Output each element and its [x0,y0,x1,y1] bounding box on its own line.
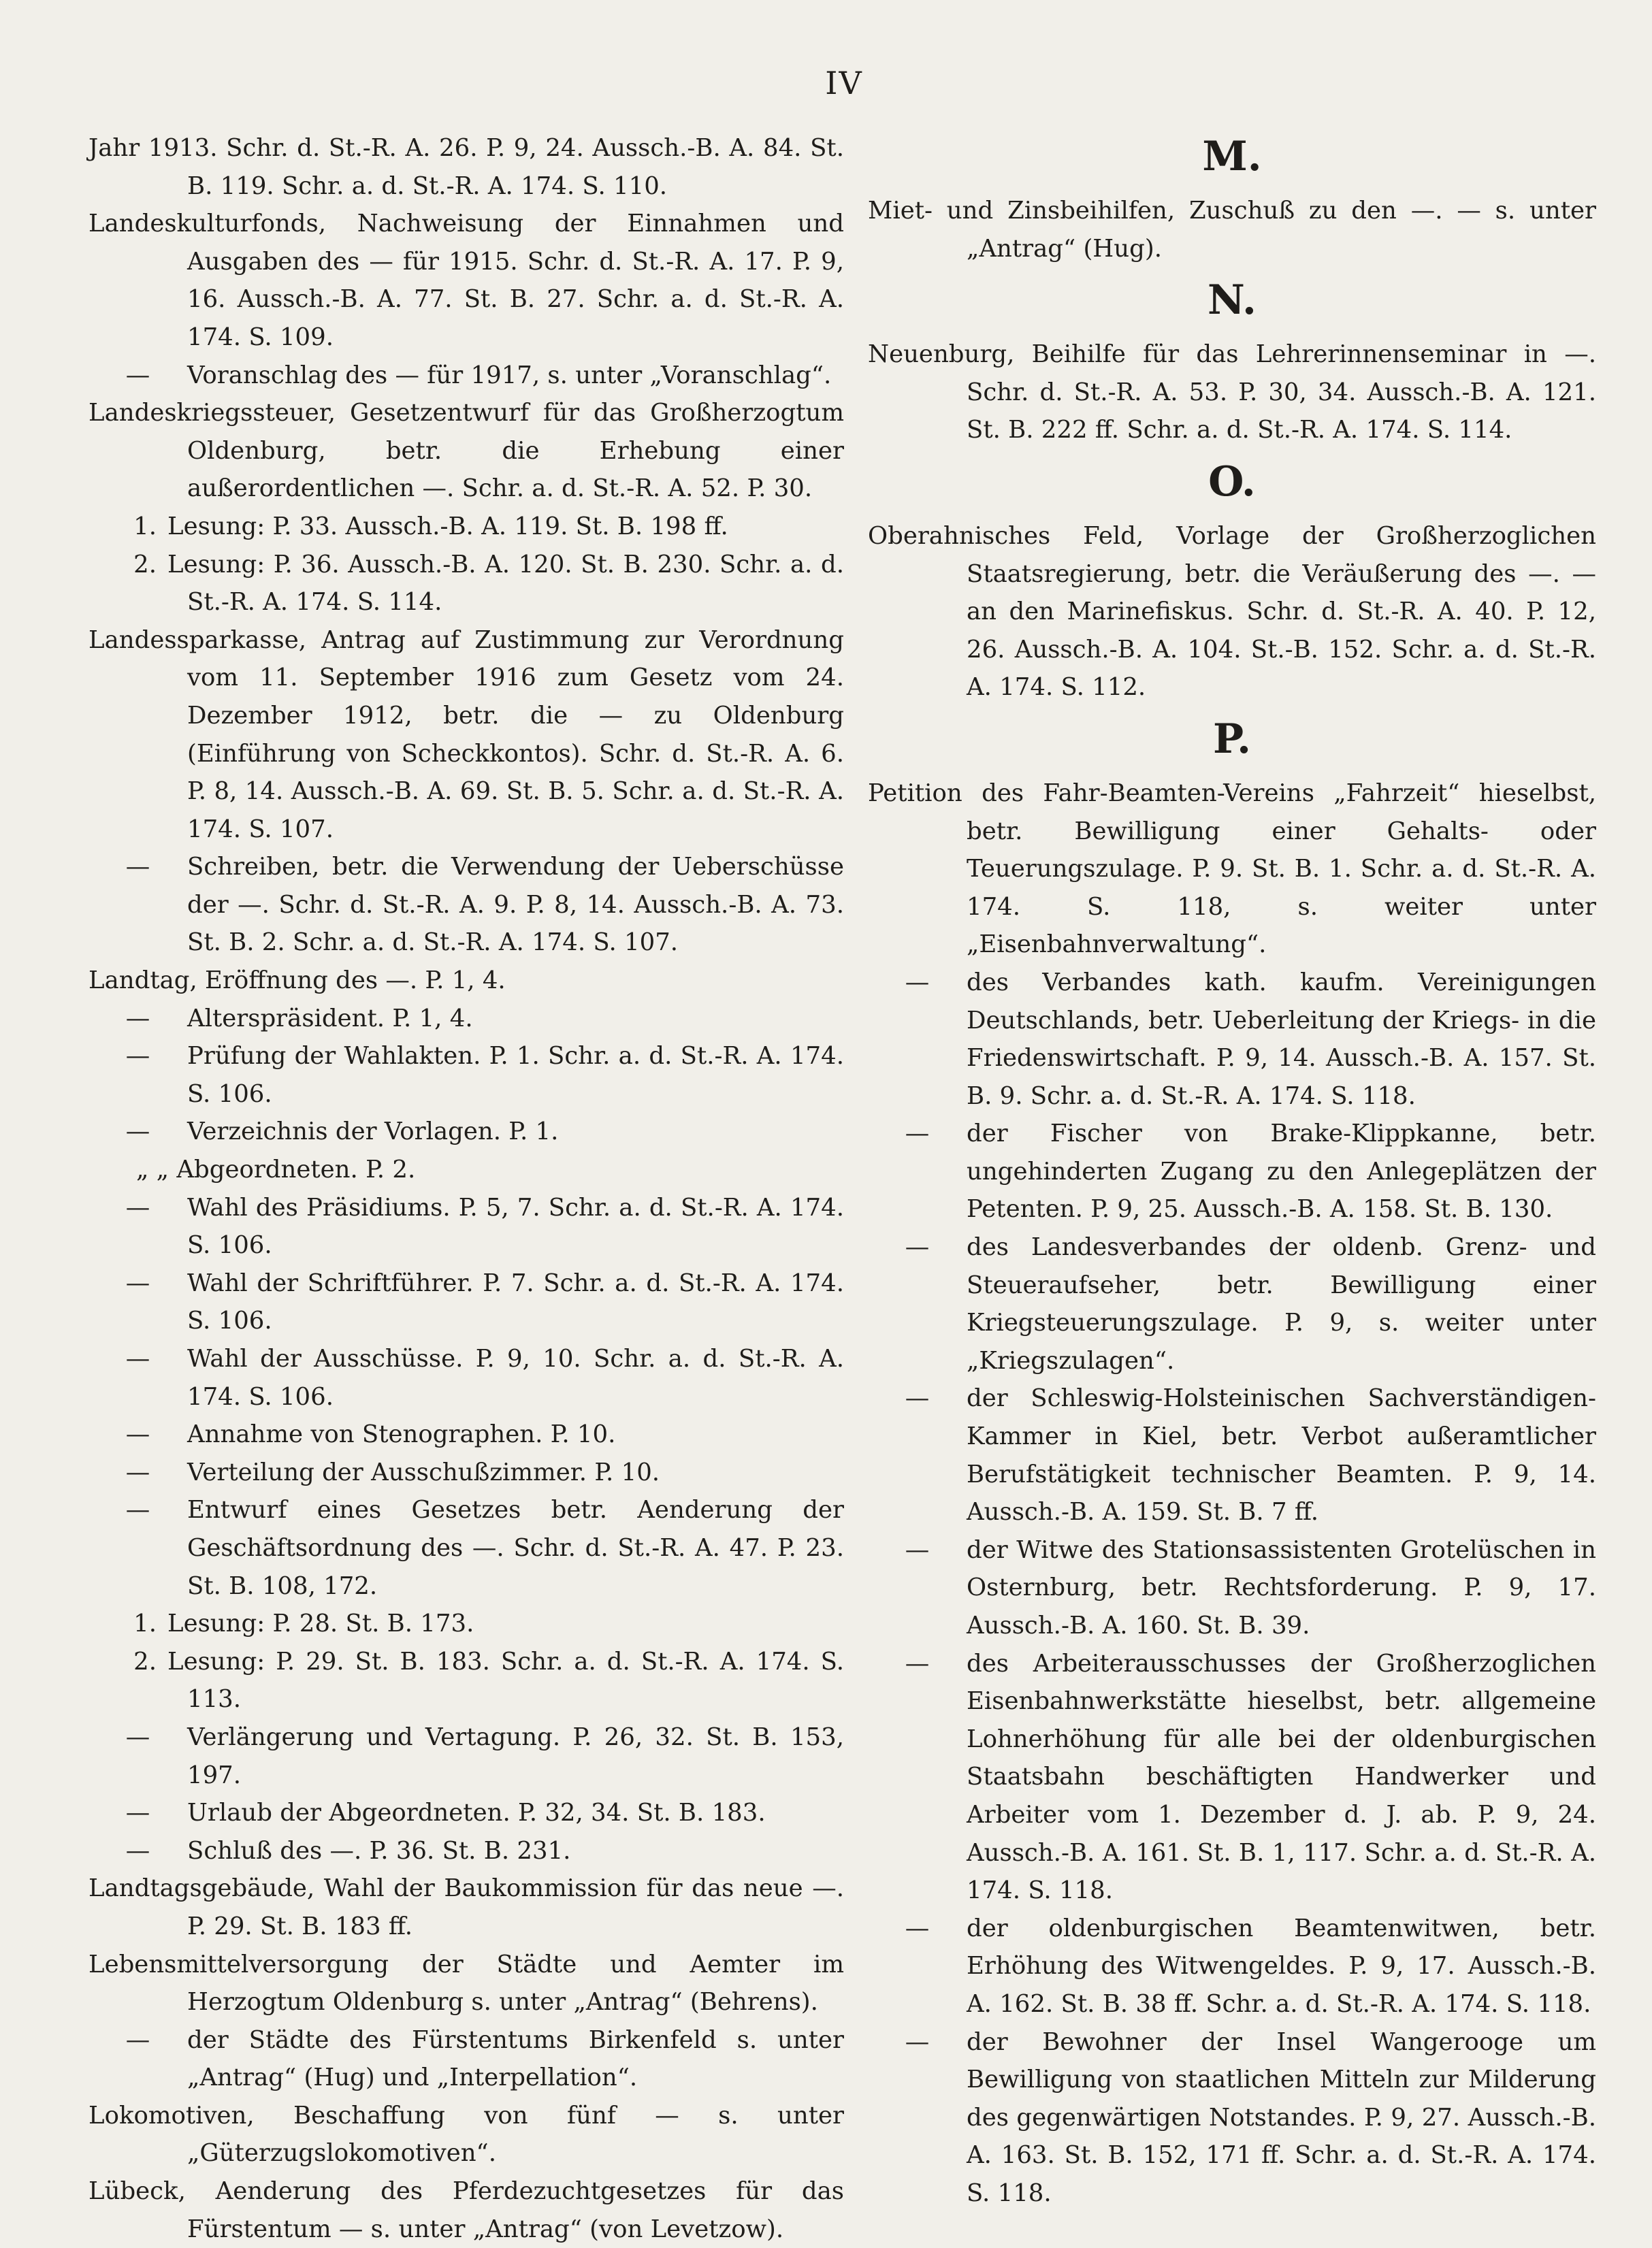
index-subentry: 2. Lesung: P. 29. St. B. 183. Schr. a. d. St.-R. A. 174. S. 113. [133,1647,844,1714]
index-entry: Landessparkasse, Antrag auf Zustimmung zur Verordnung vom 11. September 1916 zum Gesetz vom 24. Dezember 1912, betr. die — zu Oldenburg (Einführung von Scheckkontos). Schr. d. St.-R. A. 6. P. 8, 14. Aussch.-B. A. 69. St. B. 5. Schr. a. d. St.-R. A. 174. S. 107. [88,625,844,843]
index-subentry: — Schreiben, betr. die Verwendung der Ueberschüsse der —. Schr. d. St.-R. A. 9. P. 8, 14. Aussch.-B. A. 73. St. B. 2. Schr. a. d. St.-R. A. 174. S. 107. [125,853,844,957]
section-letter-p: P. [1212,715,1252,763]
index-subentry: — Verzeichnis der Vorlagen. P. 1. [125,1118,559,1146]
index-subentry: — des Verbandes kath. kaufm. Vereinigungen Deutschlands, betr. Ueberleitung der Kriegs- in die Friedenswirtschaft. P. 9, 14. Aussch.-B. A. 157. St. B. 9. Schr. a. d. St.-R. A. 174. S. 118. [905,968,1596,1110]
index-subentry: 2. Lesung: P. 36. Aussch.-B. A. 120. St. B. 230. Schr. a. d. St.-R. A. 174. S. 114. [133,550,844,617]
index-entry: Landeskriegssteuer, Gesetzentwurf für das Großherzogtum Oldenburg, betr. die Erhebung einer außerordentlichen —. Schr. a. d. St.-R. A. 52. P. 30. [88,399,844,503]
index-subentry: — der Städte des Fürstentums Birkenfeld s. unter „Antrag“ (Hug) und „Interpellation“. [125,2025,844,2092]
index-subentry: — Wahl der Schriftführer. P. 7. Schr. a. d. St.-R. A. 174. S. 106. [125,1269,844,1335]
dash: — [125,361,150,389]
index-column-left [88,129,844,2248]
index-subentry: — der Bewohner der Insel Wangerooge um Bewilligung von staatlichen Mitteln zur Milderung des gegenwärtigen Notstandes. P. 9, 27. Aussch.-B. A. 163. St. B. 152, 171 ff. Schr. a. d. St.-R. A. 174. S. 118. [905,2027,1596,2207]
index-subentry: — des Arbeiterausschusses der Großherzoglichen Eisenbahnwerkstätte hieselbst, betr. allgemeine Lohnerhöhung für alle bei der oldenburgischen Staatsbahn beschäftigten Handwerker und Arbeiter vom 1. Dezember d. J. ab. P. 9, 24. Aussch.-B. A. 161. St. B. 1, 117. Schr. a. d. St.-R. A. 174. S. 118. [905,1649,1596,1905]
index-entry: Oberahnisches Feld, Vorlage der Großherzoglichen Staatsregierung, betr. die Veräußerung des —. — an den Marinefiskus. Schr. d. St.-R. A. 40. P. 12, 26. Aussch.-B. A. 104. St.-B. 152. Schr. a. d. St.-R. A. 174. S. 112. [868,521,1596,702]
index-subentry: — des Landesverbandes der oldenb. Grenz- und Steueraufseher, betr. Bewilligung einer Kriegsteuerungszulage. P. 9, s. weiter unter „Kriegszulagen“. [905,1233,1596,1375]
index-subentry: — Entwurf eines Gesetzes betr. Aenderung der Geschäftsordnung des —. Schr. d. St.-R. A. 47. P. 23. St. B. 108, 172. [125,1496,844,1600]
index-subentry: — der Witwe des Stationsassistenten Grotelüschen in Osternburg, betr. Rechtsforderung. P. 9, 17. Aussch.-B. A. 160. St. B. 39. [905,1535,1596,1640]
index-entry: Miet- und Zinsbeihilfen, Zuschuß zu den —. — s. unter „Antrag“ (Hug). [868,197,1596,263]
index-subentry: — Annahme von Stenographen. P. 10. [125,1420,616,1449]
index-subentry: „ „ Abgeordneten. P. 2. [136,1156,416,1184]
index-subentry: — Voranschlag des — für 1917, s. unter „Voranschlag“. [88,357,844,395]
index-subentry: — der Fischer von Brake-Klippkanne, betr. ungehinderten Zugang zu den Anlegeplätzen der Petenten. P. 9, 25. Aussch.-B. A. 158. St. B. 130. [905,1120,1596,1224]
index-column-right [868,129,1596,2213]
index-subentry: — der Schleswig-Holsteinischen Sachverständigen-Kammer in Kiel, betr. Verbot außeramtlicher Berufstätigkeit technischer Beamten. P. 9, 14. Aussch.-B. A. 159. St. B. 7 ff. [905,1384,1596,1527]
page-number: IV [825,65,863,101]
index-entry: Landtag, Eröffnung des —. P. 1, 4. [88,966,506,995]
index-entry: Jahr 1913. Schr. d. St.-R. A. 26. P. 9, 24. Aussch.-B. A. 84. St. B. 119. Schr. a. d. St.-R. A. 174. S. 110. [88,134,844,200]
index-entry: Lebensmittelversorgung der Städte und Aemter im Herzogtum Oldenburg s. unter „Antrag“ (Behrens). [88,1950,844,2017]
index-subentry: — Wahl der Ausschüsse. P. 9, 10. Schr. a. d. St.-R. A. 174. S. 106. [125,1345,844,1411]
index-subentry: — Schluß des —. P. 36. St. B. 231. [125,1836,571,1865]
index-entry: Landeskulturfonds, Nachweisung der Einnahmen und Ausgaben des — für 1915. Schr. d. St.-R. A. 17. P. 9, 16. Aussch.-B. A. 77. St. B. 27. Schr. a. d. St.-R. A. 174. S. 109. [88,210,844,351]
index-subentry: 1. Lesung: P. 28. St. B. 173. [133,1610,474,1638]
index-entry: Lübeck, Aenderung des Pferdezuchtgesetzes für das Fürstentum — s. unter „Antrag“ (von Levetzow). [88,2177,844,2243]
index-subentry: — Alterspräsident. P. 1, 4. [125,1004,473,1032]
index-subentry: 1. Lesung: P. 33. Aussch.-B. A. 119. St. B. 198 ff. [133,512,728,540]
index-subentry: — Wahl des Präsidiums. P. 5, 7. Schr. a. d. St.-R. A. 174. S. 106. [125,1193,844,1260]
index-entry: Petition des Fahr-Beamten-Vereins „Fahrzeit“ hieselbst, betr. Bewilligung einer Gehalts- oder Teuerungszulage. P. 9. St. B. 1. Schr. a. d. St.-R. A. 174. S. 118, s. weiter unter „Eisenbahnverwaltung“. [868,779,1596,959]
section-letter-o: O. [1208,457,1256,506]
index-entry: Lokomotiven, Beschaffung von fünf — s. unter „Güterzugslokomotiven“. [88,2101,844,2168]
index-entry: Neuenburg, Beihilfe für das Lehrerinnenseminar in —. Schr. d. St.-R. A. 53. P. 30, 34. Aussch.-B. A. 121. St. B. 222 ff. Schr. a. d. St.-R. A. 174. S. 114. [868,340,1596,444]
index-subentry: — Verteilung der Ausschußzimmer. P. 10. [125,1458,660,1486]
index-entry: Landtagsgebäude, Wahl der Baukommission für das neue —. P. 29. St. B. 183 ff. [88,1874,844,1940]
index-subentry: — Prüfung der Wahlakten. P. 1. Schr. a. d. St.-R. A. 174. S. 106. [125,1042,844,1108]
index-subentry: — der oldenburgischen Beamtenwitwen, betr. Erhöhung des Witwengeldes. P. 9, 17. Aussch.-B. A. 162. St. B. 38 ff. Schr. a. d. St.-R. A. 174. S. 118. [905,1914,1596,2018]
section-letter-m: M. [1202,133,1262,180]
section-letter-n: N. [1208,276,1257,325]
index-subentry: — Verlängerung und Vertagung. P. 26, 32. St. B. 153, 197. [125,1723,844,1789]
index-subentry: — Urlaub der Abgeordneten. P. 32, 34. St. B. 183. [125,1799,766,1827]
